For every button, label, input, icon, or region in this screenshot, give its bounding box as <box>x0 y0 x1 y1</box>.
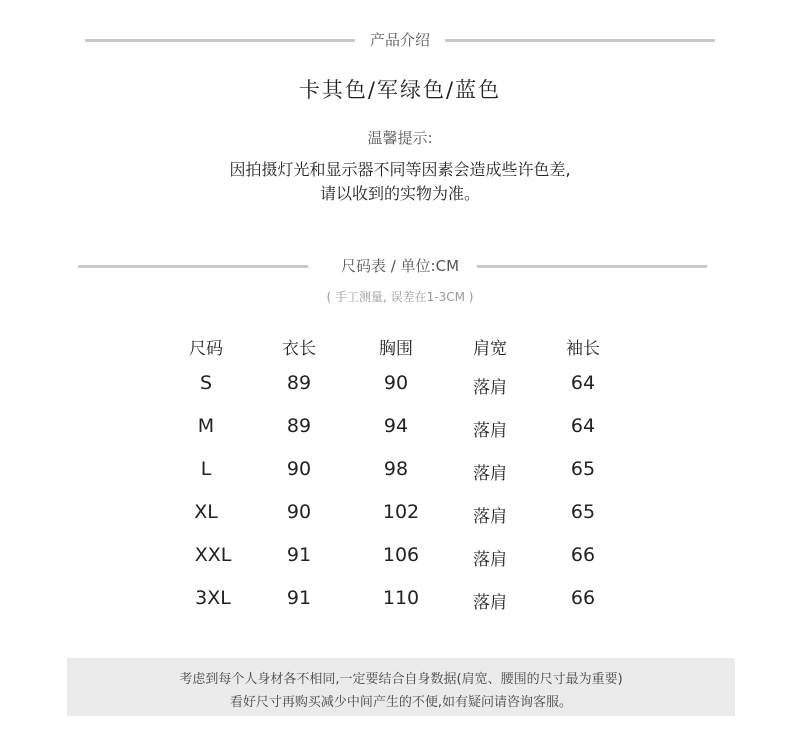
table-header-sleeve: 袖长 <box>566 339 600 359</box>
cell-size: 3XL <box>195 587 231 609</box>
section-divider-product-intro <box>0 30 800 50</box>
tip-line-1: 因拍摄灯光和显示器不同等因素会造成些许色差, <box>229 160 571 179</box>
cell-length: 90 <box>286 501 312 523</box>
cell-length: 90 <box>286 458 312 480</box>
cell-shoulder: 落肩 <box>473 378 507 398</box>
cell-length: 89 <box>286 372 312 394</box>
cell-sleeve: 65 <box>570 458 596 480</box>
section-title-size-chart: 尺码表 / 单位:CM <box>331 257 469 275</box>
measurement-note: ( 手工测量, 误差在1-3CM ) <box>326 290 474 304</box>
cell-length: 89 <box>286 415 312 437</box>
tip-line-2: 请以收到的实物为准。 <box>319 184 480 203</box>
cell-chest: 110 <box>382 587 420 609</box>
cell-shoulder: 落肩 <box>473 421 507 441</box>
section-divider-size-chart <box>0 256 800 276</box>
cell-sleeve: 66 <box>570 544 596 566</box>
table-header-length: 衣长 <box>282 339 316 359</box>
cell-sleeve: 65 <box>570 501 596 523</box>
cell-shoulder: 落肩 <box>473 507 507 527</box>
cell-size: XL <box>194 501 218 523</box>
table-header-shoulder: 肩宽 <box>473 339 507 359</box>
cell-chest: 102 <box>382 501 420 523</box>
table-header-size: 尺码 <box>189 339 223 359</box>
cell-chest: 98 <box>383 458 409 480</box>
cell-size: XXL <box>194 544 232 566</box>
bottom-note-line-2: 看好尺寸再购买减少中间产生的不便,如有疑问请咨询客服。 <box>229 695 573 710</box>
section-title-product-intro: 产品介绍 <box>360 31 440 49</box>
cell-length: 91 <box>286 587 312 609</box>
cell-size: S <box>199 372 213 394</box>
cell-shoulder: 落肩 <box>473 593 507 613</box>
bottom-note-line-1: 考虑到每个人身材各不相同,一定要结合自身数据(肩宽、腰围的尺寸最为重要) <box>179 672 623 687</box>
cell-shoulder: 落肩 <box>473 464 507 484</box>
bottom-note-box <box>67 658 735 716</box>
cell-sleeve: 64 <box>570 415 596 437</box>
cell-size: M <box>197 415 215 437</box>
cell-chest: 94 <box>383 415 409 437</box>
cell-chest: 106 <box>382 544 420 566</box>
cell-shoulder: 落肩 <box>473 550 507 570</box>
tip-title: 温馨提示: <box>367 129 433 147</box>
cell-size: L <box>200 458 212 480</box>
cell-sleeve: 66 <box>570 587 596 609</box>
cell-chest: 90 <box>383 372 409 394</box>
color-options: 卡其色/军绿色/蓝色 <box>298 78 502 102</box>
table-header-chest: 胸围 <box>379 339 413 359</box>
cell-sleeve: 64 <box>570 372 596 394</box>
cell-length: 91 <box>286 544 312 566</box>
